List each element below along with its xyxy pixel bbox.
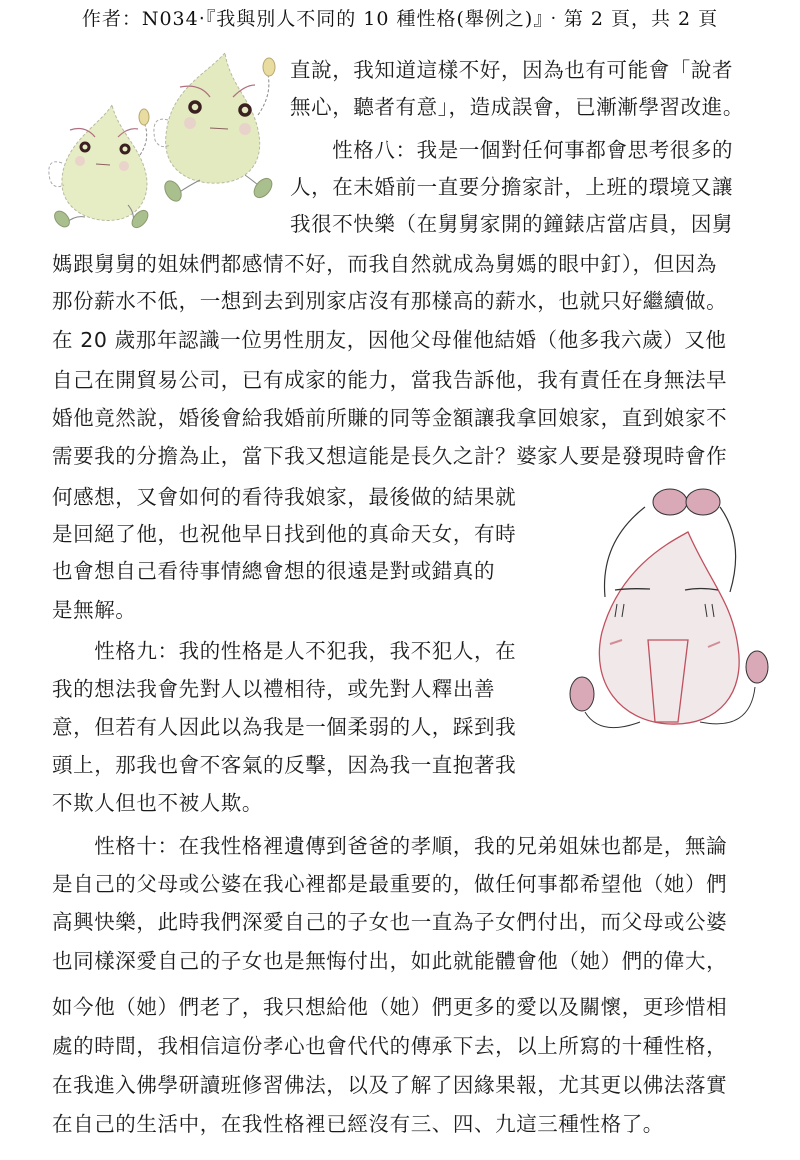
body-text-line: 無心，聽者有意」，造成誤會，已漸漸學習改進。 [290, 95, 744, 119]
body-text-line: 是自己的父母或公婆在我心裡都是最重要的，做任何事都希望他（她）們 [52, 872, 728, 896]
body-text-line: 那份薪水不低，一想到去到別家店沒有那樣高的薪水，也就只好繼續做。 [52, 289, 728, 313]
body-text-line: 媽跟舅舅的姐妹們都感情不好，而我自然就成為舅媽的眼中釘），但因為 [52, 252, 717, 276]
body-text-line: 是回絕了他，也祝他早日找到他的真命天女，有時 [52, 522, 517, 546]
pink-drop-character-illustration [560, 482, 795, 747]
body-text-line: 何感想，又會如何的看待我娘家，最後做的結果就 [52, 485, 517, 509]
body-text-line: 在我進入佛學研讀班修習佛法，以及了解了因緣果報，尤其更以佛法落實 [52, 1073, 728, 1097]
body-text-line: 我很不快樂（在舅舅家開的鐘錶店當店員，因舅 [290, 212, 734, 236]
body-text-line: 性格十：在我性格裡遺傳到爸爸的孝順，我的兄弟姐妹也都是，無論 [52, 834, 728, 858]
body-text-line: 在 20 歲那年認識一位男性朋友，因他父母催他結婚（他多我六歲）又他 [52, 328, 727, 352]
body-text-line: 婚他竟然說，婚後會給我婚前所賺的同等金額讓我拿回娘家，直到娘家不 [52, 406, 728, 430]
body-text-line: 如今他（她）們老了，我只想給他（她）們更多的愛以及關懷，更珍惜相 [52, 995, 728, 1019]
body-text-line: 也會想自己看待事情總會想的很遠是對或錯真的 [52, 559, 496, 583]
body-text-line: 頭上，那我也會不客氣的反擊，因為我一直抱著我 [52, 753, 517, 777]
body-text-line: 人，在未婚前一直要分擔家計，上班的環境又讓 [290, 175, 734, 199]
body-text-line: 高興快樂，此時我們深愛自己的子女也一直為子女們付出，而父母或公婆 [52, 910, 728, 934]
body-text-line: 不欺人但也不被人欺。 [52, 791, 263, 815]
body-text-line: 性格九：我的性格是人不犯我，我不犯人，在 [52, 639, 517, 663]
body-text-line: 也同樣深愛自己的子女也是無悔付出，如此就能體會他（她）們的偉大， [52, 949, 728, 973]
body-text-line: 我的想法我會先對人以禮相待，或先對人釋出善 [52, 677, 496, 701]
body-text-line: 直說，我知道這樣不好，因為也有可能會「說者 [290, 58, 734, 82]
body-text-line: 性格八：我是一個對任何事都會思考很多的 [290, 138, 734, 162]
body-text-line: 自己在開貿易公司，已有成家的能力，當我告訴他，我有責任在身無法早 [52, 368, 728, 392]
body-text-line: 意，但若有人因此以為我是一個柔弱的人，踩到我 [52, 715, 517, 739]
body-text-line: 是無解。 [52, 598, 137, 622]
body-text-line: 處的時間，我相信這份孝心也會代代的傳承下去，以上所寫的十種性格， [52, 1034, 728, 1058]
body-text-line: 需要我的分擔為止，當下我又想這能是長久之計？婆家人要是發現時會作 [52, 444, 728, 468]
page-header: 作者：N034‧『我與別人不同的 10 種性格(舉例之)』‧第 2 頁，共 2 頁 [81, 8, 719, 30]
body-text-line: 在自己的生活中，在我性格裡已經沒有三、四、九這三種性格了。 [52, 1112, 664, 1136]
green-drop-characters-illustration [40, 45, 280, 230]
